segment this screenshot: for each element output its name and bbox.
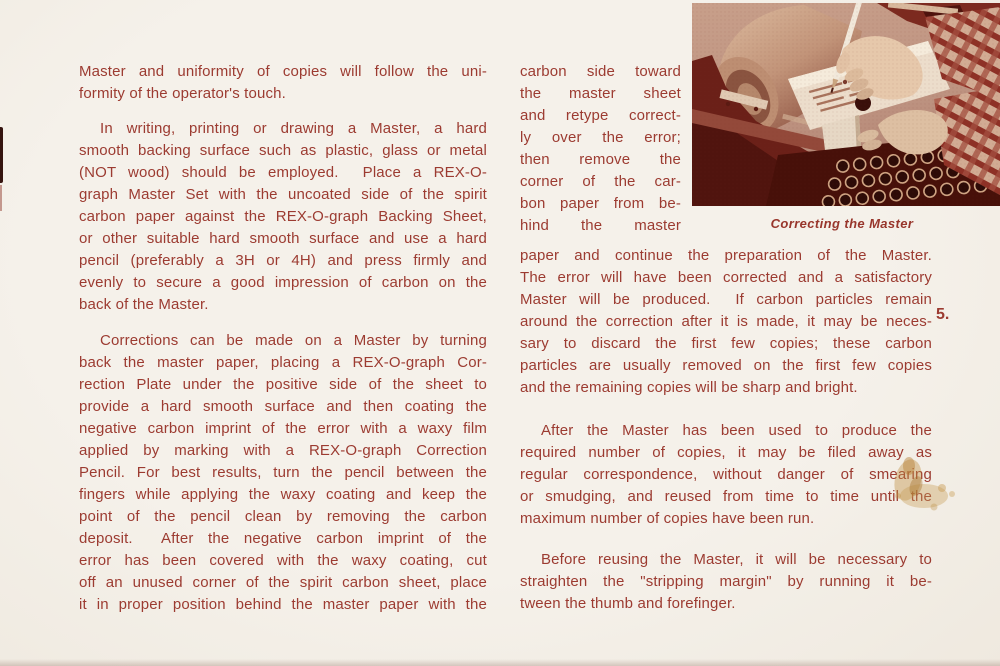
text-line: deposit. After the negative carbon imprint of the: [79, 530, 487, 547]
paragraph: [79, 118, 487, 316]
text-line: required number of copies, it may be filed away as: [520, 444, 932, 461]
text-line: After the Master has been used to produce the: [541, 422, 932, 439]
text-line: carbon side toward: [520, 63, 681, 80]
page-number: 5.: [936, 306, 950, 323]
text-line: graph Master Set with the uncoated side of the spirit: [79, 186, 487, 203]
text-line: corner of the car-: [520, 173, 681, 190]
paragraph: [79, 330, 487, 616]
text-line: pencil (preferably a 3H or 4H) and press firmly and: [79, 252, 487, 269]
text-line: smooth backing surface such as plastic, glass or metal: [79, 142, 487, 159]
text-line: tween the thumb and forefinger.: [520, 595, 736, 612]
text-line: Master will be produced. If carbon particles remain: [520, 291, 932, 308]
text-line: fingers while applying the waxy coating and keep the: [79, 486, 487, 503]
text-line: paper and continue the preparation of the Master.: [520, 247, 932, 264]
scan-edge-mark: [0, 127, 4, 213]
text-line: evenly to secure a good impression of carbon on the: [79, 274, 487, 291]
text-line: rection Plate under the positive side of the sheet to: [79, 376, 487, 393]
text-line: and the remaining copies will be sharp and bright.: [520, 379, 858, 396]
scan-bottom-shadow: [0, 659, 1000, 666]
text-line: carbon paper against the REX-O-graph Backing Sheet,: [79, 208, 487, 225]
text-line: In writing, printing or drawing a Master, a hard: [100, 120, 487, 137]
text-line: it in proper position behind the master paper with the: [79, 596, 487, 613]
text-line: straighten the "stripping margin" by running it be-: [520, 573, 932, 590]
text-line: (NOT wood) should be employed. Place a REX-O-: [79, 164, 487, 181]
text-line: back the master paper, placing a REX-O-graph Cor-: [79, 354, 487, 371]
text-line: sary to discard the first few copies; these carbon: [520, 335, 932, 352]
text-line: and retype correct-: [520, 107, 681, 124]
text-line: then remove the: [520, 151, 681, 168]
text-line: negative carbon imprint of the error with a waxy film: [79, 420, 487, 437]
text-line: point of the pencil clean by removing the carbon: [79, 508, 487, 525]
text-line: The error will have been corrected and a satisfactory: [520, 269, 932, 286]
photo-caption: Correcting the Master: [770, 216, 914, 231]
paragraph: [79, 61, 487, 105]
paragraph: [520, 245, 932, 399]
text-line: Corrections can be made on a Master by turning: [100, 332, 487, 349]
text-line: off an unused corner of the spirit carbon sheet, place: [79, 574, 487, 591]
text-line: Before reusing the Master, it will be necessary to: [541, 551, 932, 568]
text-line: around the correction after it is made, it may be neces-: [520, 313, 932, 330]
text-line: particles are usually removed on the first few copies: [520, 357, 932, 374]
paragraph-beside-photo: [520, 61, 681, 237]
left-text-column: [79, 61, 487, 616]
paragraph: [520, 549, 932, 615]
text-line: maximum number of copies have been run.: [520, 510, 815, 527]
paragraph: [520, 420, 932, 530]
text-line: ly over the error;: [520, 129, 681, 146]
text-line: Master and uniformity of copies will follow the uni-: [79, 63, 487, 80]
text-line: formity of the operator's touch.: [79, 85, 286, 102]
text-line: the master sheet: [520, 85, 681, 102]
text-line: Pencil. For best results, turn the pencil between the: [79, 464, 487, 481]
text-line: regular correspondence, without danger of smearing: [520, 466, 932, 483]
text-line: applied by marking with a REX-O-graph Correction: [79, 442, 487, 459]
text-line: back of the Master.: [79, 296, 209, 313]
text-line: or smudging, and reused from time to time until the: [520, 488, 932, 505]
text-line: error has been covered with the waxy coating, cut: [79, 552, 487, 569]
text-line: provide a hard smooth surface and then coating the: [79, 398, 487, 415]
right-text-column: [520, 61, 932, 615]
text-line: bon paper from be-: [520, 195, 681, 212]
text-line: hind the master: [520, 217, 681, 234]
text-line: or other suitable hard smooth surface and use a hard: [79, 230, 487, 247]
